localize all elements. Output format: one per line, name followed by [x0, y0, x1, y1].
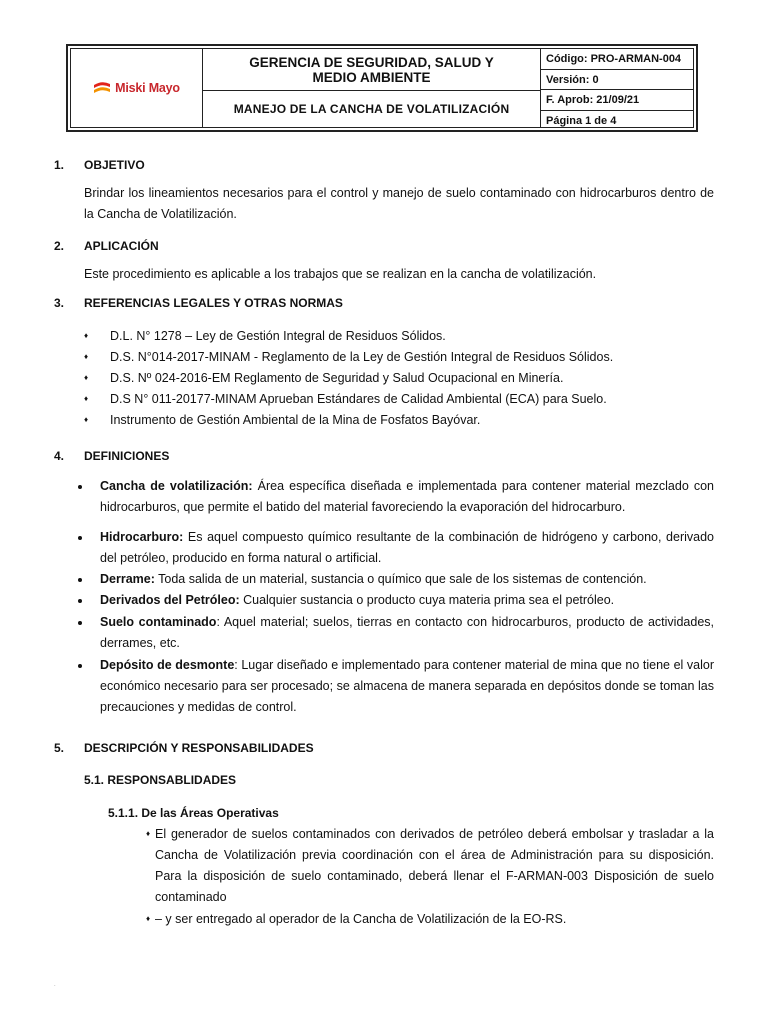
diamond-bullet-icon: ♦ [84, 373, 89, 382]
bullet-dot-icon [78, 599, 82, 603]
reference-item: D.S N° 011-20177-MINAM Aprueban Estándares de Calidad Ambiental (ECA) para Suelo. [110, 392, 607, 406]
responsibility-item: El generador de suelos contaminados con derivados de petróleo deberá embolsar y trasladar a la Cancha de Volatilización previa coordinación con el área de Administración para su disposición. Para la disposición de suelo contaminado, deberá llenar el F-ARMAN-003 Disposición de suelo contaminado [155, 827, 714, 904]
reference-item: D.S. Nº 024-2016-EM Reglamento de Seguridad y Salud Ocupacional en Minería. [110, 371, 564, 385]
section-2-number: 2. [54, 239, 65, 253]
definition-term: Suelo contaminado [100, 615, 217, 629]
reference-item: Instrumento de Gestión Ambiental de la Mina de Fosfatos Bayóvar. [110, 413, 481, 427]
section-1-title: OBJETIVO [84, 158, 145, 172]
definition-item [100, 590, 714, 611]
bullet-dot-icon [78, 578, 82, 582]
definition-text: Área específica diseñada e implementada para contener material mezclado con hidrocarburos, que permite el batido del material favoreciendo la evaporación del hidrocarburo. [100, 479, 714, 514]
document-header [66, 44, 698, 132]
header-department-title: GERENCIA DE SEGURIDAD, SALUD Y MEDIO AMBIENTE [203, 49, 540, 91]
reference-item: D.S. N°014-2017-MINAM - Reglamento de la Ley de Gestión Integral de Residuos Sólidos. [110, 350, 614, 364]
reference-item: D.L. N° 1278 – Ley de Gestión Integral de Residuos Sólidos. [110, 329, 446, 343]
definition-term: Hidrocarburo: [100, 530, 184, 544]
header-meta-cell [541, 49, 693, 127]
bullet-dot-icon [78, 536, 82, 540]
section-4-title: DEFINICIONES [84, 449, 170, 463]
subsection-5-1-1-title: 5.1.1. De las Áreas Operativas [108, 806, 279, 820]
definition-text: : Lugar diseñado e implementado para contener material de mina que no tiene el valor económico necesario para ser procesado; se almacena de manera separada en depósitos donde se toman las precauciones y medidas de control. [100, 658, 714, 714]
section-3-number: 3. [54, 296, 65, 310]
header-document-title: MANEJO DE LA CANCHA DE VOLATILIZACIÓN [233, 102, 510, 116]
definition-item [100, 476, 714, 518]
section-5-title: DESCRIPCIÓN Y RESPONSABILIDADES [84, 741, 314, 755]
meta-fecha: F. Aprob: 21/09/21 [541, 90, 693, 111]
definition-term: Depósito de desmonte [100, 658, 235, 672]
company-logo [93, 80, 180, 96]
definition-term: Derivados del Petróleo: [100, 593, 240, 607]
definition-term: Derrame: [100, 572, 155, 586]
section-5-number: 5. [54, 741, 65, 755]
diamond-bullet-icon: ♦ [84, 415, 89, 424]
diamond-bullet-icon: ♦ [146, 914, 151, 923]
definition-text: Toda salida de un material, sustancia o químico que sale de los sistemas de contención. [154, 572, 647, 586]
bullet-dot-icon [78, 485, 82, 489]
diamond-bullet-icon: ♦ [84, 331, 89, 340]
definition-item [100, 527, 714, 569]
header-inner [70, 48, 694, 128]
meta-codigo: Código: PRO-ARMAN-004 [541, 49, 693, 70]
section-1-number: 1. [54, 158, 65, 172]
section-3-title: REFERENCIAS LEGALES Y OTRAS NORMAS [84, 296, 343, 310]
diamond-bullet-icon: ♦ [84, 352, 89, 361]
definition-term: Cancha de volatilización: [100, 479, 253, 493]
section-4-number: 4. [54, 449, 65, 463]
subsection-5-1-title: 5.1. RESPONSABLIDADES [84, 773, 237, 787]
section-2-text: Este procedimiento es aplicable a los trabajos que se realizan en la cancha de volatilización. [84, 267, 597, 281]
definition-item [100, 655, 714, 718]
definition-item [100, 612, 714, 654]
diamond-bullet-icon: ♦ [84, 394, 89, 403]
diamond-bullet-icon: ♦ [146, 829, 151, 838]
logo-mark-icon [93, 80, 111, 96]
logo-text: Miski Mayo [115, 81, 180, 95]
definition-text: : Aquel material; suelos, tierras en contacto con hidrocarburos, producto de actividades, derrames, etc. [100, 615, 714, 650]
bullet-dot-icon [78, 664, 82, 668]
section-2-title: APLICACIÓN [84, 239, 159, 253]
responsibility-item: – y ser entregado al operador de la Cancha de Volatilización de la EO-RS. [155, 912, 567, 926]
definition-item [100, 569, 714, 590]
footer-mark: . [54, 982, 56, 988]
definition-text: Es aquel compuesto químico resultante de la combinación de hidrógeno y carbono, derivado del petróleo, producido en forma natural o artificial. [100, 530, 714, 565]
meta-pagina: Página 1 de 4 [546, 114, 617, 127]
meta-version: Versión: 0 [541, 70, 693, 91]
bullet-dot-icon [78, 621, 82, 625]
definition-text: Cualquier sustancia o producto cuya materia prima sea el petróleo. [239, 593, 615, 607]
section-1-text: Brindar los lineamientos necesarios para el control y manejo de suelo contaminado con hidrocarburos dentro de la Cancha de Volatilización. [84, 186, 714, 221]
logo-cell [71, 49, 203, 127]
header-title-cell [203, 49, 541, 127]
